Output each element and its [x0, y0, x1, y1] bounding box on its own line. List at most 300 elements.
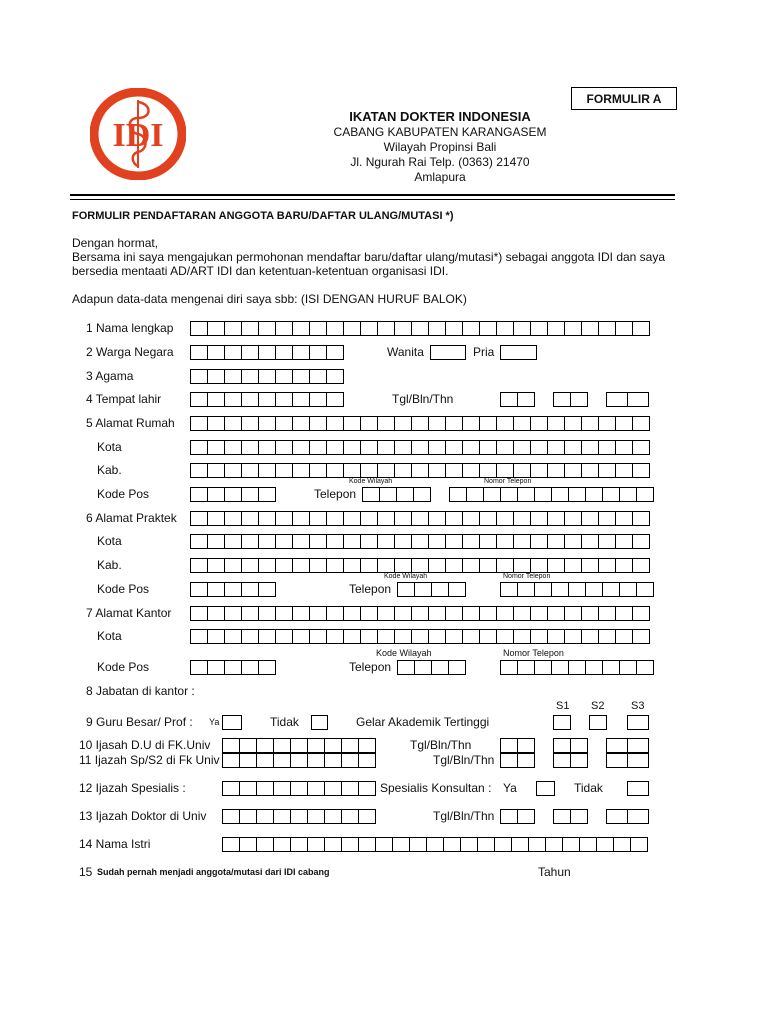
- char-box[interactable]: [394, 321, 411, 336]
- char-box[interactable]: [445, 606, 462, 621]
- s2-box[interactable]: [589, 715, 607, 729]
- pria-box[interactable]: [500, 345, 537, 359]
- char-box[interactable]: [530, 629, 547, 644]
- char-box[interactable]: [358, 809, 376, 824]
- char-box[interactable]: [581, 629, 598, 644]
- char-box[interactable]: [430, 345, 466, 360]
- char-box[interactable]: [598, 511, 615, 526]
- char-box[interactable]: [411, 416, 428, 431]
- char-box[interactable]: [479, 558, 496, 573]
- char-box[interactable]: [224, 440, 241, 455]
- char-box[interactable]: [224, 416, 241, 431]
- char-box[interactable]: [343, 558, 360, 573]
- char-box[interactable]: [377, 321, 394, 336]
- char-box[interactable]: [309, 440, 326, 455]
- char-box[interactable]: [585, 487, 602, 502]
- char-box[interactable]: [343, 416, 360, 431]
- char-box[interactable]: [324, 809, 341, 824]
- ijazah-doktor-boxes[interactable]: [222, 809, 376, 823]
- char-box[interactable]: [496, 511, 513, 526]
- char-box[interactable]: [500, 392, 517, 407]
- char-box[interactable]: [500, 809, 517, 824]
- char-box[interactable]: [564, 321, 581, 336]
- char-box[interactable]: [517, 487, 534, 502]
- char-box[interactable]: [290, 781, 307, 796]
- char-box[interactable]: [445, 321, 462, 336]
- char-box[interactable]: [411, 463, 428, 478]
- char-box[interactable]: [222, 809, 239, 824]
- char-box[interactable]: [547, 534, 564, 549]
- char-box[interactable]: [326, 345, 344, 360]
- praktek-kota-boxes[interactable]: [190, 534, 650, 548]
- char-box[interactable]: [358, 781, 376, 796]
- char-box[interactable]: [545, 837, 562, 852]
- char-box[interactable]: [462, 606, 479, 621]
- char-box[interactable]: [207, 558, 224, 573]
- char-box[interactable]: [224, 534, 241, 549]
- char-box[interactable]: [551, 487, 568, 502]
- char-box[interactable]: [360, 463, 377, 478]
- char-box[interactable]: [275, 558, 292, 573]
- char-box[interactable]: [377, 629, 394, 644]
- char-box[interactable]: [290, 738, 307, 753]
- char-box[interactable]: [530, 440, 547, 455]
- char-box[interactable]: [341, 809, 358, 824]
- char-box[interactable]: [632, 440, 650, 455]
- char-box[interactable]: [579, 837, 596, 852]
- char-box[interactable]: [241, 345, 258, 360]
- ijazah-spesialis-boxes[interactable]: [222, 781, 376, 795]
- char-box[interactable]: [394, 440, 411, 455]
- char-box[interactable]: [466, 487, 483, 502]
- char-box[interactable]: [598, 534, 615, 549]
- char-box[interactable]: [513, 321, 530, 336]
- char-box[interactable]: [636, 582, 654, 597]
- char-box[interactable]: [479, 629, 496, 644]
- char-box[interactable]: [479, 321, 496, 336]
- char-box[interactable]: [358, 837, 375, 852]
- char-box[interactable]: [207, 606, 224, 621]
- char-box[interactable]: [307, 837, 324, 852]
- char-box[interactable]: [570, 753, 588, 768]
- char-box[interactable]: [324, 738, 341, 753]
- char-box[interactable]: [224, 511, 241, 526]
- char-box[interactable]: [222, 738, 239, 753]
- char-box[interactable]: [258, 463, 275, 478]
- char-box[interactable]: [258, 606, 275, 621]
- char-box[interactable]: [309, 369, 326, 384]
- char-box[interactable]: [615, 440, 632, 455]
- char-box[interactable]: [239, 781, 256, 796]
- char-box[interactable]: [292, 629, 309, 644]
- char-box[interactable]: [627, 809, 649, 824]
- char-box[interactable]: [598, 629, 615, 644]
- ijazah-sp-year-boxes[interactable]: [606, 753, 649, 767]
- char-box[interactable]: [443, 837, 460, 852]
- char-box[interactable]: [570, 392, 588, 407]
- char-box[interactable]: [324, 781, 341, 796]
- char-box[interactable]: [326, 511, 343, 526]
- char-box[interactable]: [224, 369, 241, 384]
- char-box[interactable]: [462, 534, 479, 549]
- char-box[interactable]: [256, 738, 273, 753]
- char-box[interactable]: [258, 534, 275, 549]
- char-box[interactable]: [449, 487, 466, 502]
- char-box[interactable]: [290, 809, 307, 824]
- char-box[interactable]: [445, 416, 462, 431]
- char-box[interactable]: [397, 582, 414, 597]
- char-box[interactable]: [581, 440, 598, 455]
- char-box[interactable]: [615, 534, 632, 549]
- char-box[interactable]: [292, 392, 309, 407]
- char-box[interactable]: [534, 487, 551, 502]
- char-box[interactable]: [530, 416, 547, 431]
- char-box[interactable]: [553, 392, 570, 407]
- char-box[interactable]: [627, 781, 649, 796]
- char-box[interactable]: [500, 345, 537, 360]
- char-box[interactable]: [256, 837, 273, 852]
- alamat-rumah-boxes[interactable]: [190, 416, 650, 430]
- char-box[interactable]: [343, 534, 360, 549]
- char-box[interactable]: [239, 809, 256, 824]
- char-box[interactable]: [222, 781, 239, 796]
- char-box[interactable]: [462, 511, 479, 526]
- char-box[interactable]: [377, 558, 394, 573]
- char-box[interactable]: [547, 629, 564, 644]
- char-box[interactable]: [377, 511, 394, 526]
- char-box[interactable]: [326, 558, 343, 573]
- char-box[interactable]: [428, 321, 445, 336]
- char-box[interactable]: [627, 392, 649, 407]
- char-box[interactable]: [343, 629, 360, 644]
- char-box[interactable]: [462, 629, 479, 644]
- warga-negara-boxes[interactable]: [190, 345, 344, 359]
- ijazah-sp-day-boxes[interactable]: [500, 753, 535, 767]
- char-box[interactable]: [513, 629, 530, 644]
- char-box[interactable]: [636, 660, 654, 675]
- char-box[interactable]: [477, 837, 494, 852]
- char-box[interactable]: [517, 809, 535, 824]
- char-box[interactable]: [479, 440, 496, 455]
- char-box[interactable]: [496, 416, 513, 431]
- char-box[interactable]: [309, 416, 326, 431]
- char-box[interactable]: [619, 487, 636, 502]
- char-box[interactable]: [360, 558, 377, 573]
- char-box[interactable]: [627, 715, 649, 730]
- tgl-lahir-day-boxes[interactable]: [500, 392, 535, 406]
- char-box[interactable]: [428, 629, 445, 644]
- char-box[interactable]: [581, 534, 598, 549]
- guru-ya-box[interactable]: [222, 715, 242, 729]
- char-box[interactable]: [324, 837, 341, 852]
- char-box[interactable]: [258, 416, 275, 431]
- char-box[interactable]: [241, 487, 258, 502]
- char-box[interactable]: [632, 629, 650, 644]
- char-box[interactable]: [632, 558, 650, 573]
- char-box[interactable]: [500, 582, 517, 597]
- char-box[interactable]: [241, 416, 258, 431]
- char-box[interactable]: [496, 440, 513, 455]
- ijazah-doktor-month-boxes[interactable]: [553, 809, 588, 823]
- char-box[interactable]: [445, 629, 462, 644]
- char-box[interactable]: [258, 345, 275, 360]
- char-box[interactable]: [377, 440, 394, 455]
- char-box[interactable]: [190, 416, 207, 431]
- char-box[interactable]: [570, 809, 588, 824]
- char-box[interactable]: [241, 463, 258, 478]
- char-box[interactable]: [394, 558, 411, 573]
- char-box[interactable]: [207, 511, 224, 526]
- char-box[interactable]: [564, 534, 581, 549]
- char-box[interactable]: [494, 837, 511, 852]
- char-box[interactable]: [445, 463, 462, 478]
- rumah-kodepos-boxes[interactable]: [190, 487, 276, 501]
- char-box[interactable]: [613, 837, 630, 852]
- char-box[interactable]: [496, 606, 513, 621]
- char-box[interactable]: [513, 534, 530, 549]
- char-box[interactable]: [326, 369, 344, 384]
- char-box[interactable]: [275, 345, 292, 360]
- char-box[interactable]: [341, 738, 358, 753]
- char-box[interactable]: [517, 660, 534, 675]
- char-box[interactable]: [326, 463, 343, 478]
- char-box[interactable]: [547, 463, 564, 478]
- char-box[interactable]: [324, 753, 341, 768]
- char-box[interactable]: [462, 416, 479, 431]
- char-box[interactable]: [513, 511, 530, 526]
- char-box[interactable]: [581, 558, 598, 573]
- char-box[interactable]: [309, 534, 326, 549]
- char-box[interactable]: [564, 416, 581, 431]
- char-box[interactable]: [190, 463, 207, 478]
- char-box[interactable]: [513, 558, 530, 573]
- rumah-kab-boxes[interactable]: [190, 463, 650, 477]
- char-box[interactable]: [258, 369, 275, 384]
- char-box[interactable]: [536, 781, 555, 796]
- char-box[interactable]: [615, 321, 632, 336]
- char-box[interactable]: [428, 511, 445, 526]
- char-box[interactable]: [309, 629, 326, 644]
- char-box[interactable]: [309, 606, 326, 621]
- char-box[interactable]: [241, 534, 258, 549]
- char-box[interactable]: [602, 582, 619, 597]
- char-box[interactable]: [275, 416, 292, 431]
- char-box[interactable]: [636, 487, 654, 502]
- tgl-lahir-month-boxes[interactable]: [553, 392, 588, 406]
- char-box[interactable]: [275, 321, 292, 336]
- char-box[interactable]: [630, 837, 648, 852]
- char-box[interactable]: [241, 321, 258, 336]
- char-box[interactable]: [530, 534, 547, 549]
- char-box[interactable]: [496, 629, 513, 644]
- char-box[interactable]: [222, 753, 239, 768]
- char-box[interactable]: [207, 345, 224, 360]
- char-box[interactable]: [598, 463, 615, 478]
- char-box[interactable]: [241, 511, 258, 526]
- char-box[interactable]: [553, 753, 570, 768]
- char-box[interactable]: [606, 809, 627, 824]
- char-box[interactable]: [239, 738, 256, 753]
- kantor-nomor-telepon-boxes[interactable]: [500, 660, 654, 674]
- char-box[interactable]: [462, 321, 479, 336]
- char-box[interactable]: [414, 582, 431, 597]
- char-box[interactable]: [360, 321, 377, 336]
- char-box[interactable]: [224, 345, 241, 360]
- char-box[interactable]: [258, 487, 276, 502]
- char-box[interactable]: [360, 416, 377, 431]
- char-box[interactable]: [275, 534, 292, 549]
- char-box[interactable]: [598, 558, 615, 573]
- char-box[interactable]: [190, 511, 207, 526]
- char-box[interactable]: [224, 463, 241, 478]
- char-box[interactable]: [241, 629, 258, 644]
- char-box[interactable]: [258, 511, 275, 526]
- char-box[interactable]: [326, 629, 343, 644]
- char-box[interactable]: [409, 837, 426, 852]
- char-box[interactable]: [615, 511, 632, 526]
- wanita-box[interactable]: [430, 345, 466, 359]
- char-box[interactable]: [309, 392, 326, 407]
- char-box[interactable]: [341, 781, 358, 796]
- char-box[interactable]: [479, 534, 496, 549]
- char-box[interactable]: [570, 738, 588, 753]
- char-box[interactable]: [190, 558, 207, 573]
- ijazah-doktor-year-boxes[interactable]: [606, 809, 649, 823]
- char-box[interactable]: [341, 837, 358, 852]
- char-box[interactable]: [273, 738, 290, 753]
- char-box[interactable]: [258, 440, 275, 455]
- char-box[interactable]: [534, 660, 551, 675]
- char-box[interactable]: [343, 606, 360, 621]
- char-box[interactable]: [606, 738, 627, 753]
- char-box[interactable]: [496, 558, 513, 573]
- char-box[interactable]: [517, 582, 534, 597]
- char-box[interactable]: [568, 487, 585, 502]
- s3-box[interactable]: [627, 715, 649, 729]
- char-box[interactable]: [290, 837, 307, 852]
- char-box[interactable]: [462, 440, 479, 455]
- char-box[interactable]: [239, 837, 256, 852]
- char-box[interactable]: [606, 392, 627, 407]
- char-box[interactable]: [581, 511, 598, 526]
- char-box[interactable]: [500, 487, 517, 502]
- char-box[interactable]: [375, 837, 392, 852]
- char-box[interactable]: [627, 738, 649, 753]
- char-box[interactable]: [411, 534, 428, 549]
- char-box[interactable]: [207, 629, 224, 644]
- char-box[interactable]: [292, 558, 309, 573]
- char-box[interactable]: [241, 369, 258, 384]
- char-box[interactable]: [564, 629, 581, 644]
- char-box[interactable]: [564, 558, 581, 573]
- char-box[interactable]: [273, 809, 290, 824]
- char-box[interactable]: [627, 753, 649, 768]
- char-box[interactable]: [568, 660, 585, 675]
- char-box[interactable]: [619, 582, 636, 597]
- char-box[interactable]: [224, 392, 241, 407]
- char-box[interactable]: [207, 582, 224, 597]
- char-box[interactable]: [326, 534, 343, 549]
- char-box[interactable]: [496, 463, 513, 478]
- char-box[interactable]: [581, 416, 598, 431]
- char-box[interactable]: [326, 440, 343, 455]
- char-box[interactable]: [513, 440, 530, 455]
- char-box[interactable]: [275, 606, 292, 621]
- ijasah-du-day-boxes[interactable]: [500, 738, 535, 752]
- char-box[interactable]: [632, 416, 650, 431]
- nama-istri-boxes[interactable]: [222, 837, 648, 851]
- char-box[interactable]: [445, 511, 462, 526]
- ijazah-sp-boxes[interactable]: [222, 753, 376, 767]
- char-box[interactable]: [360, 440, 377, 455]
- char-box[interactable]: [479, 606, 496, 621]
- char-box[interactable]: [615, 558, 632, 573]
- char-box[interactable]: [496, 534, 513, 549]
- alamat-kantor-boxes[interactable]: [190, 606, 650, 620]
- char-box[interactable]: [190, 582, 207, 597]
- praktek-kode-wilayah-boxes[interactable]: [397, 582, 466, 596]
- char-box[interactable]: [307, 753, 324, 768]
- char-box[interactable]: [224, 321, 241, 336]
- char-box[interactable]: [256, 753, 273, 768]
- char-box[interactable]: [341, 753, 358, 768]
- char-box[interactable]: [190, 606, 207, 621]
- praktek-kodepos-boxes[interactable]: [190, 582, 276, 596]
- char-box[interactable]: [190, 369, 207, 384]
- char-box[interactable]: [581, 606, 598, 621]
- char-box[interactable]: [428, 534, 445, 549]
- char-box[interactable]: [517, 738, 535, 753]
- char-box[interactable]: [326, 392, 344, 407]
- char-box[interactable]: [258, 582, 276, 597]
- char-box[interactable]: [615, 416, 632, 431]
- char-box[interactable]: [547, 606, 564, 621]
- char-box[interactable]: [528, 837, 545, 852]
- char-box[interactable]: [411, 440, 428, 455]
- char-box[interactable]: [513, 463, 530, 478]
- kantor-kota-boxes[interactable]: [190, 629, 650, 643]
- char-box[interactable]: [326, 606, 343, 621]
- konsultan-tidak-box[interactable]: [627, 781, 649, 795]
- char-box[interactable]: [602, 487, 619, 502]
- char-box[interactable]: [394, 463, 411, 478]
- char-box[interactable]: [241, 440, 258, 455]
- char-box[interactable]: [207, 534, 224, 549]
- char-box[interactable]: [596, 837, 613, 852]
- char-box[interactable]: [615, 629, 632, 644]
- char-box[interactable]: [258, 660, 276, 675]
- char-box[interactable]: [343, 321, 360, 336]
- char-box[interactable]: [615, 463, 632, 478]
- char-box[interactable]: [190, 440, 207, 455]
- char-box[interactable]: [309, 558, 326, 573]
- char-box[interactable]: [190, 660, 207, 675]
- char-box[interactable]: [275, 629, 292, 644]
- char-box[interactable]: [222, 715, 242, 730]
- tempat-lahir-boxes[interactable]: [190, 392, 344, 406]
- char-box[interactable]: [428, 440, 445, 455]
- kantor-kode-wilayah-boxes[interactable]: [397, 660, 466, 674]
- char-box[interactable]: [307, 781, 324, 796]
- char-box[interactable]: [534, 582, 551, 597]
- char-box[interactable]: [275, 463, 292, 478]
- char-box[interactable]: [273, 837, 290, 852]
- char-box[interactable]: [343, 463, 360, 478]
- char-box[interactable]: [207, 369, 224, 384]
- praktek-nomor-telepon-boxes[interactable]: [500, 582, 654, 596]
- ijasah-du-boxes[interactable]: [222, 738, 376, 752]
- char-box[interactable]: [273, 781, 290, 796]
